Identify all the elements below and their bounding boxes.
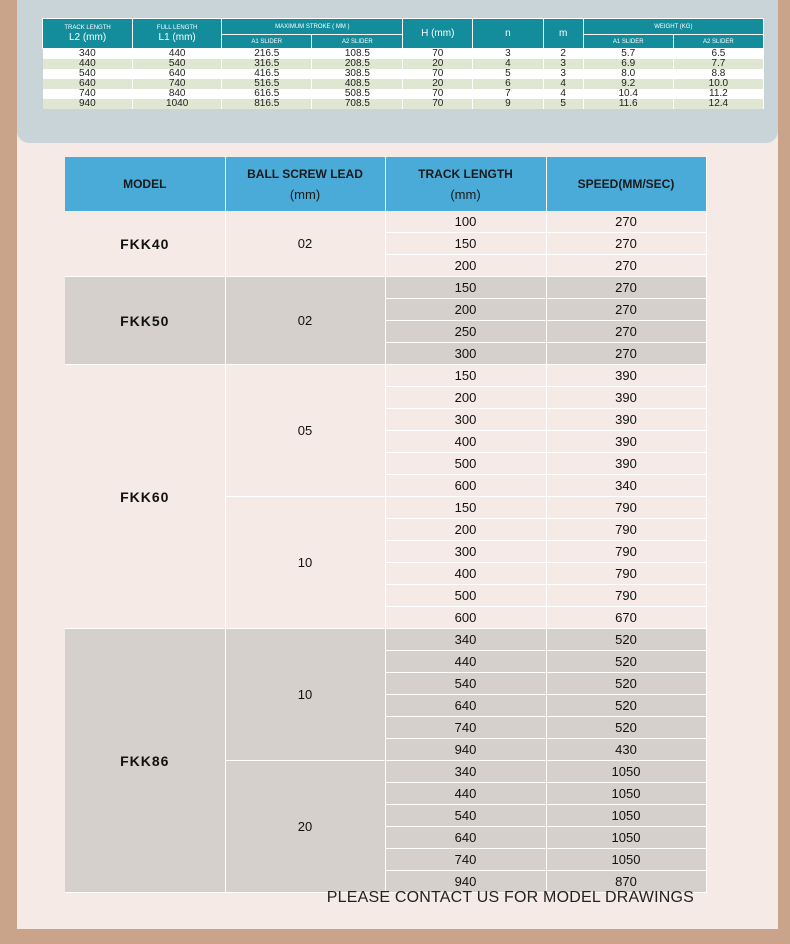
spec-cell: 6: [473, 79, 544, 89]
speed-row: [65, 277, 706, 299]
spec-cell: 640: [43, 79, 133, 89]
spec-cell: 416.5: [222, 69, 312, 79]
spec-cell: 816.5: [222, 99, 312, 109]
spec-cell: 508.5: [312, 89, 403, 99]
track-length-value: 640: [385, 695, 546, 717]
model-name: FKK86: [65, 629, 225, 893]
header-ball-screw-lead: BALL SCREW LEAD (mm): [225, 157, 385, 211]
spec-table-body: [43, 49, 764, 110]
speed-value: 1050: [546, 805, 706, 827]
speed-row: [65, 365, 706, 387]
spec-cell: 10.0: [673, 79, 763, 89]
ball-screw-lead: 20: [225, 761, 385, 893]
spec-cell: 7.7: [673, 59, 763, 69]
speed-value: 390: [546, 409, 706, 431]
spec-cell: 308.5: [312, 69, 403, 79]
speed-value: 670: [546, 607, 706, 629]
speed-value: 520: [546, 695, 706, 717]
spec-cell: 208.5: [312, 59, 403, 69]
model-name: FKK60: [65, 365, 225, 629]
spec-cell: 340: [43, 49, 133, 60]
spec-cell: 70: [403, 89, 473, 99]
spec-cell: 440: [43, 59, 133, 69]
spec-cell: 5: [543, 99, 583, 109]
spec-cell: 5.7: [583, 49, 673, 60]
speed-value: 270: [546, 321, 706, 343]
spec-cell: 5: [473, 69, 544, 79]
track-length-value: 440: [385, 783, 546, 805]
spec-cell: 7: [473, 89, 544, 99]
header-h: H (mm): [403, 19, 473, 49]
spec-cell: 3: [543, 69, 583, 79]
spec-cell: 10.4: [583, 89, 673, 99]
speed-value: 430: [546, 739, 706, 761]
track-length-value: 400: [385, 431, 546, 453]
speed-value: 340: [546, 475, 706, 497]
spec-cell: 940: [43, 99, 133, 109]
spec-panel: [17, 0, 778, 143]
track-length-value: 300: [385, 409, 546, 431]
speed-value: 1050: [546, 783, 706, 805]
spec-cell: 2: [543, 49, 583, 60]
header-model: MODEL: [65, 157, 225, 211]
speed-value: 520: [546, 673, 706, 695]
track-length-value: 640: [385, 827, 546, 849]
model-name: FKK50: [65, 277, 225, 365]
ball-screw-lead: 10: [225, 629, 385, 761]
speed-value: 1050: [546, 849, 706, 871]
spec-row: [43, 89, 764, 99]
spec-row: [43, 59, 764, 69]
track-length-value: 200: [385, 255, 546, 277]
speed-value: 520: [546, 629, 706, 651]
header-stroke-a2: A2 SLIDER: [312, 35, 403, 49]
spec-cell: 8.0: [583, 69, 673, 79]
ball-screw-lead: 02: [225, 277, 385, 365]
track-length-value: 500: [385, 585, 546, 607]
spec-cell: 70: [403, 49, 473, 60]
speed-table: [65, 157, 707, 893]
spec-cell: 216.5: [222, 49, 312, 60]
track-length-value: 200: [385, 299, 546, 321]
spec-cell: 740: [133, 79, 222, 89]
track-length-value: 540: [385, 805, 546, 827]
spec-cell: 408.5: [312, 79, 403, 89]
spec-row: [43, 69, 764, 79]
spec-cell: 440: [133, 49, 222, 60]
spec-cell: 640: [133, 69, 222, 79]
track-length-value: 500: [385, 453, 546, 475]
contact-note: PLEASE CONTACT US FOR MODEL DRAWINGS: [326, 889, 694, 906]
spec-cell: 6.9: [583, 59, 673, 69]
track-length-value: 300: [385, 541, 546, 563]
header-stroke-a1: A1 SLIDER: [222, 35, 312, 49]
header-max-stroke: MAXIMUM STROKE ( MM ): [222, 19, 403, 35]
speed-value: 390: [546, 431, 706, 453]
speed-value: 790: [546, 497, 706, 519]
spec-cell: 12.4: [673, 99, 763, 109]
header-full-length: FULL LENGTH L1 (mm): [133, 19, 222, 49]
spec-cell: 4: [543, 89, 583, 99]
spec-cell: 540: [43, 69, 133, 79]
track-length-value: 340: [385, 629, 546, 651]
spec-cell: 8.8: [673, 69, 763, 79]
header-m: m: [543, 19, 583, 49]
speed-value: 1050: [546, 827, 706, 849]
speed-value: 270: [546, 233, 706, 255]
spec-cell: 616.5: [222, 89, 312, 99]
spec-table: [42, 18, 764, 109]
track-length-value: 100: [385, 211, 546, 233]
speed-row: [65, 211, 706, 233]
speed-value: 790: [546, 585, 706, 607]
track-length-value: 300: [385, 343, 546, 365]
ball-screw-lead: 05: [225, 365, 385, 497]
track-length-value: 340: [385, 761, 546, 783]
spec-cell: 108.5: [312, 49, 403, 60]
speed-value: 390: [546, 453, 706, 475]
spec-cell: 6.5: [673, 49, 763, 60]
header-track-length: TRACK LENGTH (mm): [385, 157, 546, 211]
spec-cell: 20: [403, 79, 473, 89]
track-length-value: 600: [385, 475, 546, 497]
spec-cell: 516.5: [222, 79, 312, 89]
spec-cell: 708.5: [312, 99, 403, 109]
track-length-value: 400: [385, 563, 546, 585]
speed-value: 1050: [546, 761, 706, 783]
track-length-value: 150: [385, 277, 546, 299]
spec-cell: 740: [43, 89, 133, 99]
track-length-value: 150: [385, 497, 546, 519]
track-length-value: 940: [385, 871, 546, 893]
speed-value: 790: [546, 541, 706, 563]
track-length-value: 150: [385, 233, 546, 255]
spec-cell: 70: [403, 99, 473, 109]
spec-cell: 3: [473, 49, 544, 60]
speed-value: 520: [546, 717, 706, 739]
header-weight-a2: A2 SLIDER: [673, 35, 763, 49]
speed-value: 270: [546, 255, 706, 277]
track-length-value: 200: [385, 387, 546, 409]
spec-cell: 9: [473, 99, 544, 109]
speed-value: 270: [546, 211, 706, 233]
speed-value: 790: [546, 563, 706, 585]
spec-cell: 9.2: [583, 79, 673, 89]
track-length-value: 740: [385, 849, 546, 871]
page: [17, 0, 778, 929]
header-weight-a1: A1 SLIDER: [583, 35, 673, 49]
spec-cell: 840: [133, 89, 222, 99]
spec-cell: 11.6: [583, 99, 673, 109]
ball-screw-lead: 02: [225, 211, 385, 277]
track-length-value: 740: [385, 717, 546, 739]
header-weight: WEIGHT (KG): [583, 19, 763, 35]
spec-cell: 11.2: [673, 89, 763, 99]
track-length-value: 440: [385, 651, 546, 673]
speed-value: 520: [546, 651, 706, 673]
track-length-value: 940: [385, 739, 546, 761]
spec-row: [43, 99, 764, 109]
track-length-value: 200: [385, 519, 546, 541]
spec-cell: 316.5: [222, 59, 312, 69]
speed-value: 790: [546, 519, 706, 541]
header-track-length: TRACK LENGTH L2 (mm): [43, 19, 133, 49]
spec-row: [43, 49, 764, 60]
speed-value: 270: [546, 343, 706, 365]
speed-table-body: [65, 211, 706, 893]
speed-value: 870: [546, 871, 706, 893]
speed-value: 270: [546, 277, 706, 299]
spec-row: [43, 79, 764, 89]
track-length-value: 150: [385, 365, 546, 387]
track-length-value: 600: [385, 607, 546, 629]
speed-value: 270: [546, 299, 706, 321]
model-name: FKK40: [65, 211, 225, 277]
spec-cell: 540: [133, 59, 222, 69]
speed-row: [65, 629, 706, 651]
track-length-value: 540: [385, 673, 546, 695]
spec-cell: 20: [403, 59, 473, 69]
spec-cell: 70: [403, 69, 473, 79]
spec-cell: 1040: [133, 99, 222, 109]
spec-cell: 3: [543, 59, 583, 69]
speed-value: 390: [546, 387, 706, 409]
ball-screw-lead: 10: [225, 497, 385, 629]
spec-cell: 4: [473, 59, 544, 69]
spec-cell: 4: [543, 79, 583, 89]
header-speed: SPEED(MM/SEC): [546, 157, 706, 211]
header-n: n: [473, 19, 544, 49]
speed-value: 390: [546, 365, 706, 387]
track-length-value: 250: [385, 321, 546, 343]
